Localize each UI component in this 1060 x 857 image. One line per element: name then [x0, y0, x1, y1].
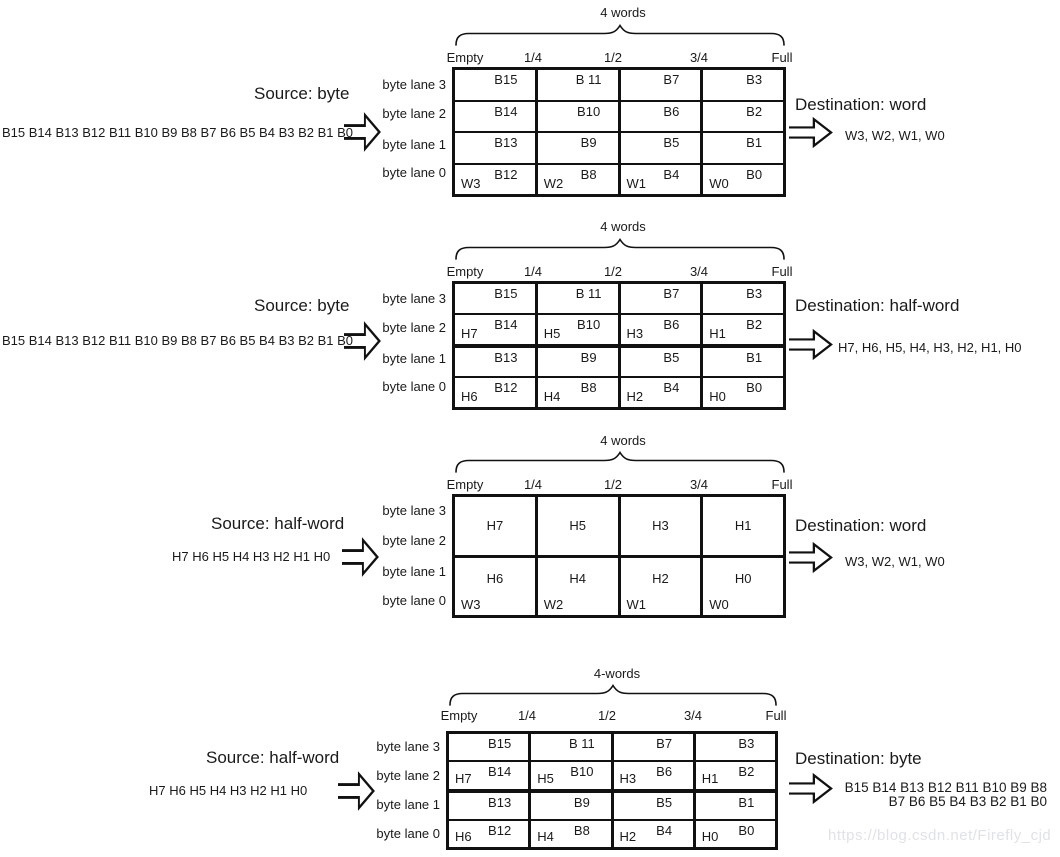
fifo-cell	[455, 70, 535, 100]
fill-level-full: Full	[765, 708, 787, 723]
byte-label: B5	[663, 135, 680, 150]
halfword-label: H4	[569, 570, 586, 586]
fifo-cell	[538, 131, 618, 163]
fifo-grid	[452, 281, 786, 410]
destination-title: Destination: word	[795, 95, 927, 114]
lane-label-2: byte lane 2	[382, 106, 446, 121]
lane-label-1: byte lane 1	[382, 564, 446, 579]
fifo-cell	[531, 734, 610, 760]
fifo-column	[611, 734, 693, 847]
halfword-label: H7	[486, 518, 504, 534]
halfword-label: H1	[734, 518, 752, 534]
capacity-label: 4 words	[600, 5, 646, 20]
lane-label-0: byte lane 0	[382, 379, 446, 394]
fifo-cell	[703, 131, 783, 163]
byte-label: B2	[738, 764, 755, 780]
fifo-cell	[621, 376, 701, 407]
destination-stream: W3, W2, W1, W0	[845, 554, 945, 569]
source-stream: B15 B14 B13 B12 B11 B10 B9 B8 B7 B6 B5 B4 B3 B2 B1 B0	[2, 333, 354, 348]
fifo-cell	[696, 819, 775, 847]
fifo-cell	[614, 819, 693, 847]
fifo-grid	[452, 67, 786, 197]
destination-arrow-icon	[789, 541, 833, 574]
fifo-cell	[538, 344, 618, 377]
fifo-column	[535, 284, 618, 407]
fifo-cell	[455, 100, 535, 132]
source-title: Source: half-word	[206, 748, 340, 767]
fifo-cell	[538, 100, 618, 132]
word-label: W3	[461, 597, 481, 612]
fifo-cell	[455, 376, 535, 407]
fifo-column	[455, 284, 535, 407]
lane-label-3: byte lane 3	[382, 291, 446, 306]
fifo-cell	[449, 734, 528, 760]
byte-label: B4	[663, 380, 680, 396]
lane-label-2: byte lane 2	[382, 533, 446, 548]
byte-label: B1	[746, 135, 763, 150]
byte-label: B0	[746, 380, 763, 396]
fill-level-empty: Empty	[446, 264, 484, 279]
halfword-label: H6	[486, 570, 504, 586]
halfword-label: H7	[455, 770, 472, 786]
word-label: W2	[543, 176, 564, 191]
source-title: Source: byte	[254, 296, 350, 315]
byte-label: B 11	[568, 736, 595, 751]
byte-label: B12	[494, 166, 518, 182]
byte-label: B8	[580, 380, 597, 396]
fill-level-half: 1/2	[603, 50, 623, 65]
byte-label: B3	[738, 736, 755, 751]
fifo-column	[618, 284, 701, 407]
word-label: W2	[543, 597, 564, 612]
byte-label: B2	[746, 103, 763, 119]
fifo-cell	[696, 760, 775, 788]
destination-stream	[835, 781, 1047, 809]
halfword-label: H1	[709, 325, 726, 341]
fill-level-threequarter: 3/4	[689, 477, 709, 492]
byte-label: B15	[494, 286, 518, 301]
fifo-cell	[538, 376, 618, 407]
fifo-column-w1	[618, 497, 701, 615]
byte-label: B12	[494, 380, 518, 396]
byte-label: B1	[738, 794, 755, 810]
fifo-cell	[621, 131, 701, 163]
halfword-label: H0	[701, 829, 719, 844]
byte-label: B7	[656, 736, 673, 751]
halfword-label: H5	[537, 770, 554, 786]
byte-label: B3	[746, 72, 763, 87]
word-label: W1	[626, 176, 646, 191]
source-arrow-icon	[342, 536, 379, 578]
fifo-cell	[531, 819, 610, 847]
halfword-label: H0	[734, 570, 752, 586]
fill-level-threequarter: 3/4	[683, 708, 703, 723]
byte-label: B5	[656, 794, 673, 810]
byte-label: B15	[494, 72, 518, 87]
fifo-column-w0	[700, 497, 783, 615]
source-arrow-icon	[344, 320, 381, 362]
fifo-cell	[455, 131, 535, 163]
fill-level-quarter: 1/4	[517, 708, 537, 723]
fifo-grid	[452, 494, 786, 618]
halfword-label: H4	[537, 829, 554, 844]
byte-label: B6	[663, 103, 680, 119]
fifo-cell	[538, 284, 618, 313]
fill-level-empty: Empty	[446, 50, 484, 65]
word-label: W0	[709, 597, 729, 612]
source-stream: H7 H6 H5 H4 H3 H2 H1 H0	[149, 783, 308, 798]
fifo-column	[693, 734, 775, 847]
source-title: Source: byte	[254, 84, 350, 103]
byte-label: B3	[746, 286, 763, 301]
fifo-cell	[703, 497, 783, 555]
fifo-cell	[703, 70, 783, 100]
halfword-label: H7	[461, 325, 478, 341]
fifo-column	[449, 734, 528, 847]
halfword-label: H2	[652, 570, 669, 586]
destination-title: Destination: half-word	[795, 296, 960, 315]
fifo-cell	[538, 313, 618, 344]
destination-title: Destination: byte	[795, 749, 922, 768]
halfword-label: H2	[619, 829, 637, 844]
fifo-cell	[703, 555, 783, 616]
fifo-cell	[621, 313, 701, 344]
fifo-column-w2	[535, 497, 618, 615]
byte-label: B9	[580, 135, 597, 150]
destination-stream: H7, H6, H5, H4, H3, H2, H1, H0	[838, 340, 1022, 355]
brace-icon	[454, 24, 786, 46]
fill-level-quarter: 1/4	[523, 264, 543, 279]
fifo-cell	[449, 819, 528, 847]
word-label: W1	[626, 597, 646, 612]
capacity-label: 4 words	[600, 219, 646, 234]
fill-level-quarter: 1/4	[523, 50, 543, 65]
fill-level-quarter: 1/4	[523, 477, 543, 492]
fill-level-threequarter: 3/4	[689, 50, 709, 65]
lane-label-0: byte lane 0	[382, 165, 446, 180]
halfword-label: H6	[461, 389, 478, 404]
byte-label: B6	[663, 316, 680, 332]
fifo-cell	[449, 789, 528, 819]
byte-label: B14	[494, 316, 518, 332]
fifo-cell	[614, 760, 693, 788]
byte-label: B10	[570, 764, 594, 780]
fifo-cell	[538, 163, 618, 195]
byte-label: B4	[663, 166, 680, 182]
fifo-column	[528, 734, 610, 847]
fifo-cell	[455, 163, 535, 195]
byte-label: B8	[580, 166, 597, 182]
lane-label-1: byte lane 1	[382, 351, 446, 366]
fifo-cell	[621, 284, 701, 313]
fill-level-threequarter: 3/4	[689, 264, 709, 279]
fifo-cell	[696, 734, 775, 760]
fifo-column	[700, 284, 783, 407]
fifo-cell	[621, 344, 701, 377]
lane-label-1: byte lane 1	[376, 797, 440, 812]
destination-arrow-icon	[789, 116, 833, 149]
fill-level-full: Full	[771, 50, 793, 65]
byte-label: B10	[577, 316, 601, 332]
byte-label: B0	[738, 822, 755, 838]
fifo-cell	[538, 497, 618, 555]
halfword-label: H5	[543, 325, 561, 341]
fill-level-full: Full	[771, 264, 793, 279]
fifo-cell	[703, 376, 783, 407]
fifo-cell	[455, 555, 535, 616]
lane-label-2: byte lane 2	[376, 768, 440, 783]
byte-label: B10	[577, 103, 601, 119]
source-stream: B15 B14 B13 B12 B11 B10 B9 B8 B7 B6 B5 B4 B3 B2 B1 B0	[2, 125, 354, 140]
lane-label-1: byte lane 1	[382, 137, 446, 152]
byte-label: B12	[488, 822, 512, 838]
fifo-cell	[538, 555, 618, 616]
destination-arrow-icon	[789, 772, 833, 805]
fifo-grid	[446, 731, 778, 850]
source-arrow-icon	[344, 111, 381, 153]
source-title: Source: half-word	[211, 514, 345, 533]
word-label: W0	[709, 176, 729, 191]
byte-label: B7	[663, 72, 680, 87]
fifo-column-w0	[700, 70, 783, 194]
fifo-column-w3	[455, 70, 535, 194]
byte-label: B 11	[575, 72, 602, 87]
watermark: https://blog.csdn.net/Firefly_cjd	[828, 827, 1052, 844]
byte-label: B7	[663, 286, 680, 301]
lane-label-3: byte lane 3	[382, 503, 446, 518]
fifo-cell	[696, 789, 775, 819]
fifo-column-w1	[618, 70, 701, 194]
byte-label: B1	[746, 349, 763, 365]
word-label: W3	[461, 176, 481, 191]
source-arrow-icon	[338, 770, 375, 812]
capacity-label: 4 words	[600, 433, 646, 448]
byte-label: B4	[656, 822, 673, 838]
fifo-column-w3	[455, 497, 535, 615]
destination-title: Destination: word	[795, 516, 927, 535]
fifo-cell	[531, 789, 610, 819]
halfword-label: H1	[701, 770, 719, 786]
fifo-cell	[455, 497, 535, 555]
fifo-cell	[621, 163, 701, 195]
fifo-cell	[703, 100, 783, 132]
fill-level-half: 1/2	[603, 477, 623, 492]
halfword-label: H6	[455, 829, 472, 844]
byte-label: B14	[488, 764, 512, 780]
halfword-label: H4	[543, 389, 561, 404]
lane-label-0: byte lane 0	[376, 826, 440, 841]
fifo-cell	[703, 313, 783, 344]
fifo-cell	[621, 100, 701, 132]
byte-label: B15	[488, 736, 512, 751]
lane-label-3: byte lane 3	[382, 77, 446, 92]
halfword-label: H5	[569, 518, 586, 534]
byte-label: B9	[580, 349, 597, 365]
fill-level-empty: Empty	[446, 477, 484, 492]
destination-arrow-icon	[789, 328, 833, 361]
byte-label: B 11	[575, 286, 602, 301]
fill-level-half: 1/2	[597, 708, 617, 723]
fifo-cell	[614, 789, 693, 819]
fifo-cell	[703, 163, 783, 195]
halfword-label: H0	[709, 389, 726, 404]
halfword-label: H3	[626, 325, 644, 341]
halfword-label: H3	[619, 770, 637, 786]
byte-label: B6	[656, 764, 673, 780]
brace-icon	[454, 238, 786, 260]
halfword-label: H3	[652, 518, 669, 534]
fifo-cell	[531, 760, 610, 788]
fifo-cell	[455, 284, 535, 313]
capacity-label: 4-words	[593, 666, 641, 681]
fifo-cell	[449, 760, 528, 788]
lane-label-2: byte lane 2	[382, 320, 446, 335]
fifo-cell	[455, 344, 535, 377]
brace-icon	[448, 684, 778, 706]
byte-label: B13	[494, 135, 518, 150]
source-stream: H7 H6 H5 H4 H3 H2 H1 H0	[172, 549, 331, 564]
byte-label: B0	[746, 166, 763, 182]
destination-stream-line1: B15 B14 B13 B12 B11 B10 B9 B8	[844, 780, 1047, 795]
fifo-column-w2	[535, 70, 618, 194]
fifo-cell	[538, 70, 618, 100]
byte-label: B8	[573, 822, 590, 838]
lane-label-0: byte lane 0	[382, 593, 446, 608]
byte-label: B13	[494, 349, 518, 365]
fifo-cell	[614, 734, 693, 760]
byte-label: B13	[488, 794, 512, 810]
lane-label-3: byte lane 3	[376, 739, 440, 754]
fifo-cell	[621, 555, 701, 616]
fifo-cell	[621, 70, 701, 100]
brace-icon	[454, 451, 786, 473]
byte-label: B2	[746, 316, 763, 332]
destination-stream: W3, W2, W1, W0	[845, 128, 945, 143]
fill-level-full: Full	[771, 477, 793, 492]
byte-label: B5	[663, 349, 680, 365]
fifo-cell	[703, 284, 783, 313]
byte-label: B9	[573, 794, 590, 810]
fill-level-empty: Empty	[440, 708, 478, 723]
byte-label: B14	[494, 103, 518, 119]
destination-stream-line2: B7 B6 B5 B4 B3 B2 B1 B0	[888, 794, 1047, 809]
fifo-cell	[703, 344, 783, 377]
fill-level-half: 1/2	[603, 264, 623, 279]
fifo-cell	[455, 313, 535, 344]
fifo-cell	[621, 497, 701, 555]
halfword-label: H2	[626, 389, 644, 404]
